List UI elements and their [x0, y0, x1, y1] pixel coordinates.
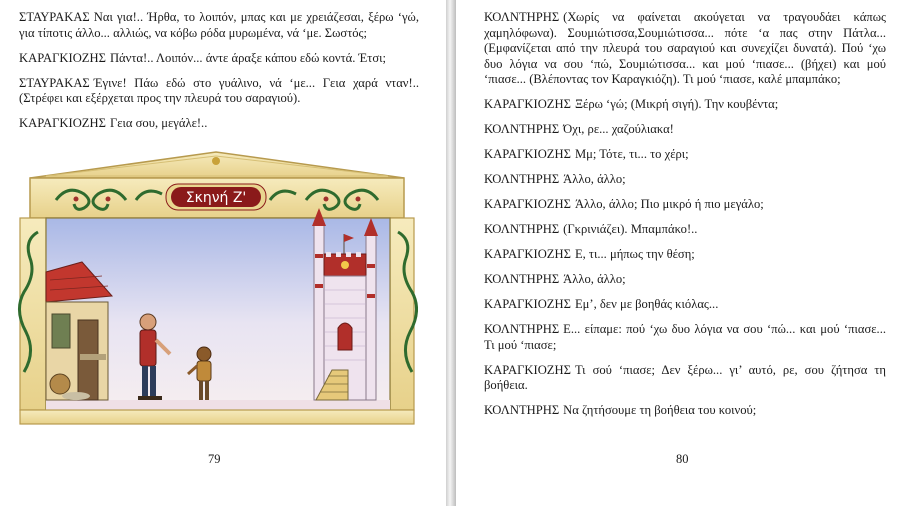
dialogue-paragraph	[484, 147, 886, 163]
dialogue-text: Να ζητήσουμε τη βοήθεια του κοινού;	[563, 403, 757, 418]
dialogue-paragraph	[484, 10, 886, 88]
dialogue-paragraph	[484, 247, 886, 263]
page-number-left: 79	[208, 452, 221, 466]
left-page-text	[19, 10, 419, 141]
dialogue-paragraph	[19, 116, 419, 132]
right-column	[390, 218, 414, 410]
speaker-name: ΣΤΑΥΡΑΚΑΣ	[19, 75, 90, 90]
speaker-name: ΚΑΡΑΓΚΙΟΖΗΣ	[19, 50, 106, 65]
dialogue-text: (Γκρινιάζει). Μπαμπάκο!..	[563, 222, 698, 237]
book-spine	[446, 0, 456, 506]
speaker-name: ΚΟΛΝΤΗΡΗΣ	[484, 403, 560, 418]
page-number-right: 80	[676, 452, 689, 466]
speaker-name: ΚΟΛΝΤΗΡΗΣ	[484, 222, 560, 237]
dialogue-text: Ξέρω ‘γώ; (Μικρή σιγή). Την κουβέντα;	[574, 97, 779, 112]
shadow-theatre-illustration	[16, 144, 418, 432]
dialogue-paragraph	[19, 10, 419, 41]
dialogue-text: Πάντα!.. Λοιπόν... άντε άραξε κάπου εδώ κοντά. Έτσι;	[109, 50, 387, 65]
ground	[46, 400, 390, 410]
dialogue-paragraph	[484, 272, 886, 288]
speaker-name: ΚΟΛΝΤΗΡΗΣ	[484, 322, 560, 337]
dialogue-text: Άλλο, άλλο; Πιο μικρό ή πιο μεγάλο;	[574, 197, 764, 212]
dialogue-paragraph	[484, 97, 886, 113]
dialogue-paragraph	[484, 403, 886, 419]
dialogue-text: Εμ’, δεν με βοηθάς κιόλας...	[574, 297, 719, 312]
left-column	[20, 218, 46, 410]
speaker-name: ΚΟΛΝΤΗΡΗΣ	[484, 172, 560, 187]
dialogue-paragraph	[19, 76, 419, 107]
dialogue-text: Ναι για!.. Ήρθα, το λοιπόν, μπας και με χρειάζεσαι, ξέρω ‘γώ, για τίποτις άλλο... αλλιώς, να κόβω ρόδα μυρωμένα, νά ‘με. Σωστός;	[19, 10, 419, 40]
dialogue-paragraph	[484, 222, 886, 238]
dialogue-text: Άλλο, άλλο;	[563, 272, 626, 287]
dialogue-paragraph	[484, 197, 886, 213]
dialogue-text: Έγινε! Πάω εδώ στο γυάλινο, νά ‘με... Γεια χαρά νταν!.. (Στρέφει και εξέρχεται προς την πλευρά του σαραγιού).	[19, 75, 419, 106]
dialogue-text: Ε... είπαμε: πού ‘χω δυο λόγια να σου ‘πώ... και μού ‘πιασε... Τι μού ‘πιασε;	[484, 322, 886, 352]
speaker-name: ΚΑΡΑΓΚΙΟΖΗΣ	[19, 116, 106, 131]
dialogue-paragraph	[484, 363, 886, 394]
dialogue-paragraph	[484, 172, 886, 188]
dialogue-text: Μμ; Τότε, τι... το χέρι;	[574, 147, 689, 162]
dialogue-paragraph	[19, 51, 419, 67]
dialogue-paragraph	[484, 297, 886, 313]
right-page-text	[484, 10, 886, 428]
speaker-name: ΣΤΑΥΡΑΚΑΣ	[19, 10, 90, 24]
speaker-name: ΚΑΡΑΓΚΙΟΖΗΣ	[484, 297, 571, 312]
stage-base	[20, 410, 414, 424]
scene-label: Σκηνή Ζ'	[185, 190, 247, 206]
dialogue-text: (Χωρίς να φαίνεται ακούγεται να τραγουδάει κάπως χαμηλόφωνα). Σουμιώτισσα,Σουμιώτισσα... πότε ‘α πας στην Πάτλα... (Εμφανίζεται από την πλευρά του σαραγιού και συνεχίζει δυνατά). Πού ‘χω δυο λόγια να σου ‘πώ, Σουμιώτισσα... και μού ‘πιασε... (βήχει) και μού ‘πιασε... (Βλέποντας τον Καραγκιόζη). Τι μού ‘πιασε, καλέ μπαμπάκο;	[484, 10, 886, 87]
pediment-ornament	[212, 157, 220, 165]
speaker-name: ΚΟΛΝΤΗΡΗΣ	[484, 10, 560, 24]
speaker-name: ΚΟΛΝΤΗΡΗΣ	[484, 272, 560, 287]
dialogue-paragraph	[484, 122, 886, 138]
dialogue-text: Ε, τι... μήπως την θέση;	[574, 247, 695, 262]
right-page	[456, 0, 901, 506]
dialogue-text: Τι σού ‘πιασε; Δεν ξέρω... γι’ αυτό, ρε, σου ζήτησα τη βοήθεια.	[484, 362, 886, 393]
palace	[312, 208, 378, 400]
speaker-name: ΚΑΡΑΓΚΙΟΖΗΣ	[484, 197, 571, 212]
speaker-name: ΚΑΡΑΓΚΙΟΖΗΣ	[484, 147, 571, 162]
speaker-name: ΚΑΡΑΓΚΙΟΖΗΣ	[484, 362, 571, 377]
dialogue-text: Όχι, ρε... χαζούλιακα!	[563, 122, 674, 137]
dialogue-text: Άλλο, άλλο;	[563, 172, 626, 187]
speaker-name: ΚΟΛΝΤΗΡΗΣ	[484, 122, 560, 137]
left-page	[0, 0, 446, 506]
dialogue-text: Γεια σου, μεγάλε!..	[109, 116, 208, 131]
speaker-name: ΚΑΡΑΓΚΙΟΖΗΣ	[484, 247, 571, 262]
speaker-name: ΚΑΡΑΓΚΙΟΖΗΣ	[484, 97, 571, 112]
dialogue-paragraph	[484, 322, 886, 353]
